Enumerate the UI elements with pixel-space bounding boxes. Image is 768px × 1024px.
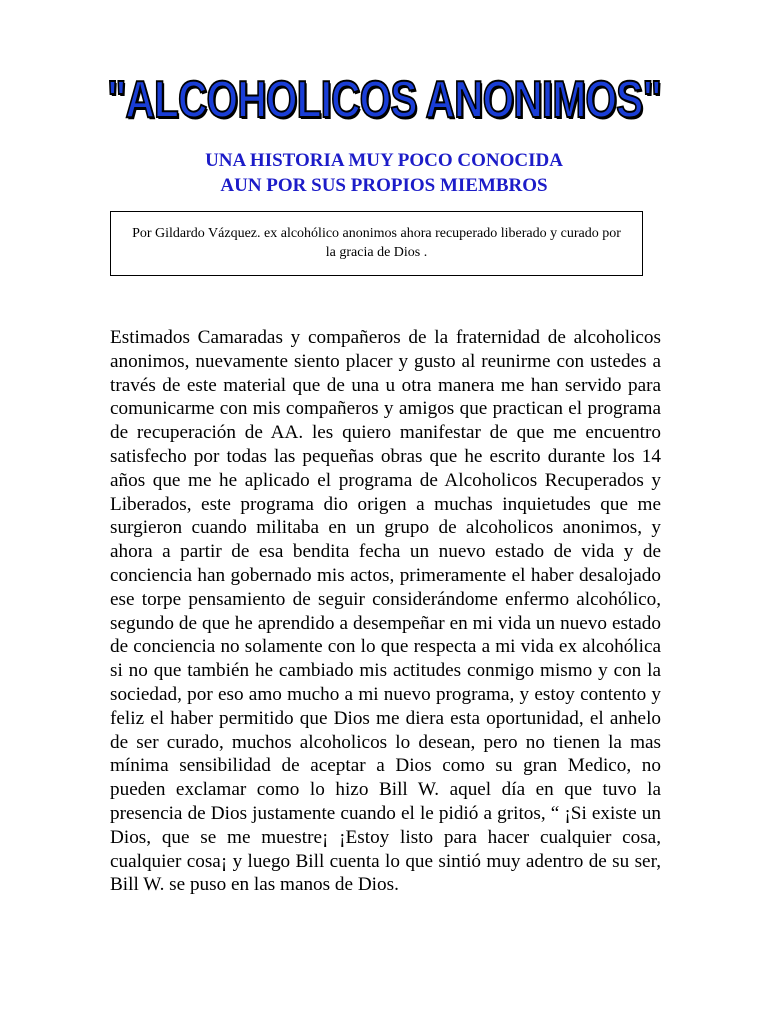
byline-box [110, 211, 643, 276]
body-paragraph: Estimados Camaradas y compañeros de la fraternidad de alcoholicos anonimos, nuevamente siento placer y gusto al reunirme con ustedes a través de este material que de una u otra manera me han servido para comunicarme con mis compañeros y amigos que practican el programa de recuperación de AA. les quiero manifestar de que me encuentro satisfecho por todas las pequeñas obras que he escrito durante los 14 años que me he aplicado el programa de Alcoholicos Recuperados y Liberados, este programa dio origen a muchas inquietudes que me surgieron cuando militaba en un grupo de alcoholicos anonimos, y ahora a partir de esa bendita fecha un nuevo estado de vida y de conciencia han gobernado mis actos, primeramente el haber desalojado ese torpe pensamiento de seguir considerándome enfermo alcohólico, segundo de que he aprendido a desempeñar en mi vida un nuevo estado de conciencia no solamente con lo que respecta a mi vida ex alcohólica si no que también he cambiado mis actitudes conmigo mismo y con la sociedad, por eso amo mucho a mi nuevo programa, y estoy contento y feliz el haber permitido que Dios me diera esta oportunidad, el anhelo de ser curado, muchos alcoholicos lo desean, pero no tienen la mas mínima sensibilidad de aceptar a Dios como su gran Medico, no pueden exclamar como lo hizo Bill W. aquel día en que tuvo la presencia de Dios justamente cuando el le pidió a gritos, “ ¡Si existe un Dios, que se me muestre¡ ¡Estoy listo para hacer cualquier cosa, cualquier cosa¡ y luego Bill cuenta lo que sintió muy adentro de su ser, Bill W. se puso en las manos de Dios. [110, 327, 661, 896]
byline-text: Por Gildardo Vázquez. ex alcohólico anonimos ahora recuperado liberado y curado por la gracia de Dios . [132, 226, 621, 260]
subtitle-line-1: UNA HISTORIA MUY POCO CONOCIDA [205, 150, 563, 171]
document-subtitle [0, 148, 768, 198]
subtitle-line-2: AUN POR SUS PROPIOS MIEMBROS [220, 175, 548, 196]
document-title: "ALCOHOLICOS ANONIMOS" [107, 71, 661, 129]
